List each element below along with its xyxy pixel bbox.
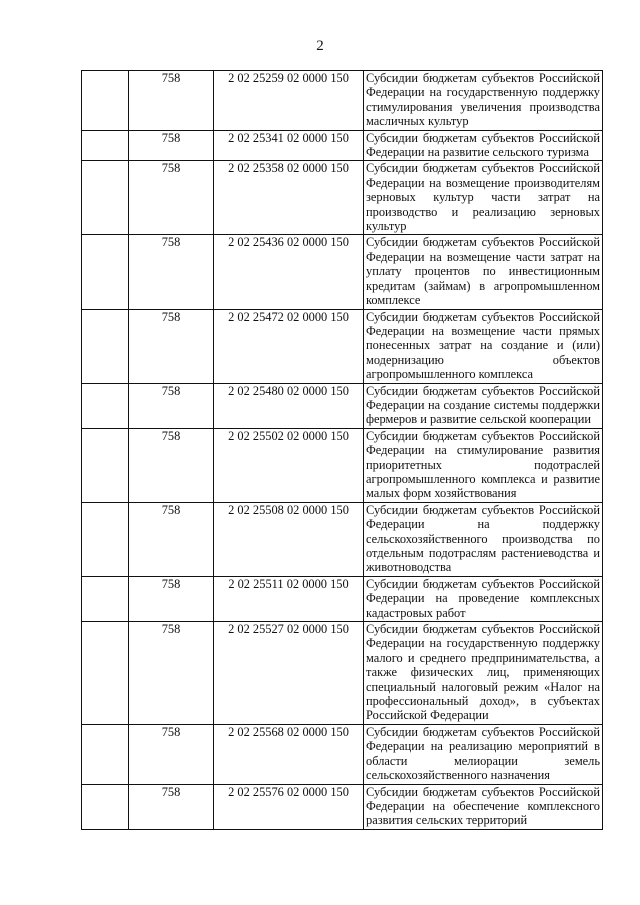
- budget-classification-table: [81, 70, 603, 830]
- empty-cell: [82, 784, 129, 829]
- budget-code-cell: 2 02 25502 02 0000 150: [214, 428, 364, 502]
- admin-code-cell: 758: [129, 622, 214, 725]
- income-name-cell: Субсидии бюджетам субъектов Российской Федерации на государственную поддержку малого и среднего предпринимательства, а также физических лиц, применяющих специальный налоговый режим «Налог на профессиональный доход», в субъектах Российской Федерации: [364, 622, 603, 725]
- admin-code-cell: 758: [129, 235, 214, 309]
- income-name-cell: Субсидии бюджетам субъектов Российской Федерации на реализацию мероприятий в области мелиорации земель сельскохозяйственного назначения: [364, 724, 603, 784]
- budget-code-cell: 2 02 25259 02 0000 150: [214, 71, 364, 131]
- empty-cell: [82, 383, 129, 428]
- page-number: 2: [316, 38, 324, 54]
- table-row: [82, 235, 603, 309]
- budget-code-cell: 2 02 25527 02 0000 150: [214, 622, 364, 725]
- table-row: [82, 502, 603, 576]
- table-row: [82, 428, 603, 502]
- budget-code-cell: 2 02 25508 02 0000 150: [214, 502, 364, 576]
- budget-code-cell: 2 02 25480 02 0000 150: [214, 383, 364, 428]
- income-name-cell: Субсидии бюджетам субъектов Российской Федерации на поддержку сельскохозяйственного производства по отдельным подотраслям растениеводства и животноводства: [364, 502, 603, 576]
- admin-code-cell: 758: [129, 428, 214, 502]
- table-row: [82, 622, 603, 725]
- income-name-cell: Субсидии бюджетам субъектов Российской Федерации на возмещение части затрат на уплату процентов по инвестиционным кредитам (займам) в агропромышленном комплексе: [364, 235, 603, 309]
- admin-code-cell: 758: [129, 71, 214, 131]
- admin-code-cell: 758: [129, 724, 214, 784]
- income-name-cell: Субсидии бюджетам субъектов Российской Федерации на возмещение производителям зерновых культур части затрат на производство и реализацию зерновых культур: [364, 161, 603, 235]
- admin-code-cell: 758: [129, 161, 214, 235]
- admin-code-cell: 758: [129, 309, 214, 383]
- income-name-cell: Субсидии бюджетам субъектов Российской Федерации на проведение комплексных кадастровых работ: [364, 576, 603, 621]
- table-row: [82, 71, 603, 131]
- budget-code-cell: 2 02 25341 02 0000 150: [214, 130, 364, 161]
- empty-cell: [82, 71, 129, 131]
- empty-cell: [82, 724, 129, 784]
- income-name-cell: Субсидии бюджетам субъектов Российской Федерации на возмещение части прямых понесенных затрат на создание и (или) модернизацию объектов агропромышленного комплекса: [364, 309, 603, 383]
- empty-cell: [82, 576, 129, 621]
- admin-code-cell: 758: [129, 502, 214, 576]
- empty-cell: [82, 309, 129, 383]
- empty-cell: [82, 161, 129, 235]
- admin-code-cell: 758: [129, 784, 214, 829]
- empty-cell: [82, 428, 129, 502]
- table-row: [82, 784, 603, 829]
- table-row: [82, 130, 603, 161]
- empty-cell: [82, 622, 129, 725]
- admin-code-cell: 758: [129, 576, 214, 621]
- budget-code-cell: 2 02 25436 02 0000 150: [214, 235, 364, 309]
- table-row: [82, 383, 603, 428]
- budget-code-cell: 2 02 25472 02 0000 150: [214, 309, 364, 383]
- income-name-cell: Субсидии бюджетам субъектов Российской Федерации на обеспечение комплексного развития сельских территорий: [364, 784, 603, 829]
- budget-code-cell: 2 02 25511 02 0000 150: [214, 576, 364, 621]
- table-row: [82, 161, 603, 235]
- table-row: [82, 724, 603, 784]
- income-name-cell: Субсидии бюджетам субъектов Российской Федерации на государственную поддержку стимулирования увеличения производства масличных культур: [364, 71, 603, 131]
- budget-code-cell: 2 02 25568 02 0000 150: [214, 724, 364, 784]
- admin-code-cell: 758: [129, 130, 214, 161]
- income-name-cell: Субсидии бюджетам субъектов Российской Федерации на развитие сельского туризма: [364, 130, 603, 161]
- empty-cell: [82, 130, 129, 161]
- empty-cell: [82, 235, 129, 309]
- admin-code-cell: 758: [129, 383, 214, 428]
- income-name-cell: Субсидии бюджетам субъектов Российской Федерации на стимулирование развития приоритетных подотраслей агропромышленного комплекса и развитие малых форм хозяйствования: [364, 428, 603, 502]
- income-name-cell: Субсидии бюджетам субъектов Российской Федерации на создание системы поддержки фермеров и развитие сельской кооперации: [364, 383, 603, 428]
- table-row: [82, 576, 603, 621]
- table-row: [82, 309, 603, 383]
- budget-code-cell: 2 02 25576 02 0000 150: [214, 784, 364, 829]
- empty-cell: [82, 502, 129, 576]
- budget-code-cell: 2 02 25358 02 0000 150: [214, 161, 364, 235]
